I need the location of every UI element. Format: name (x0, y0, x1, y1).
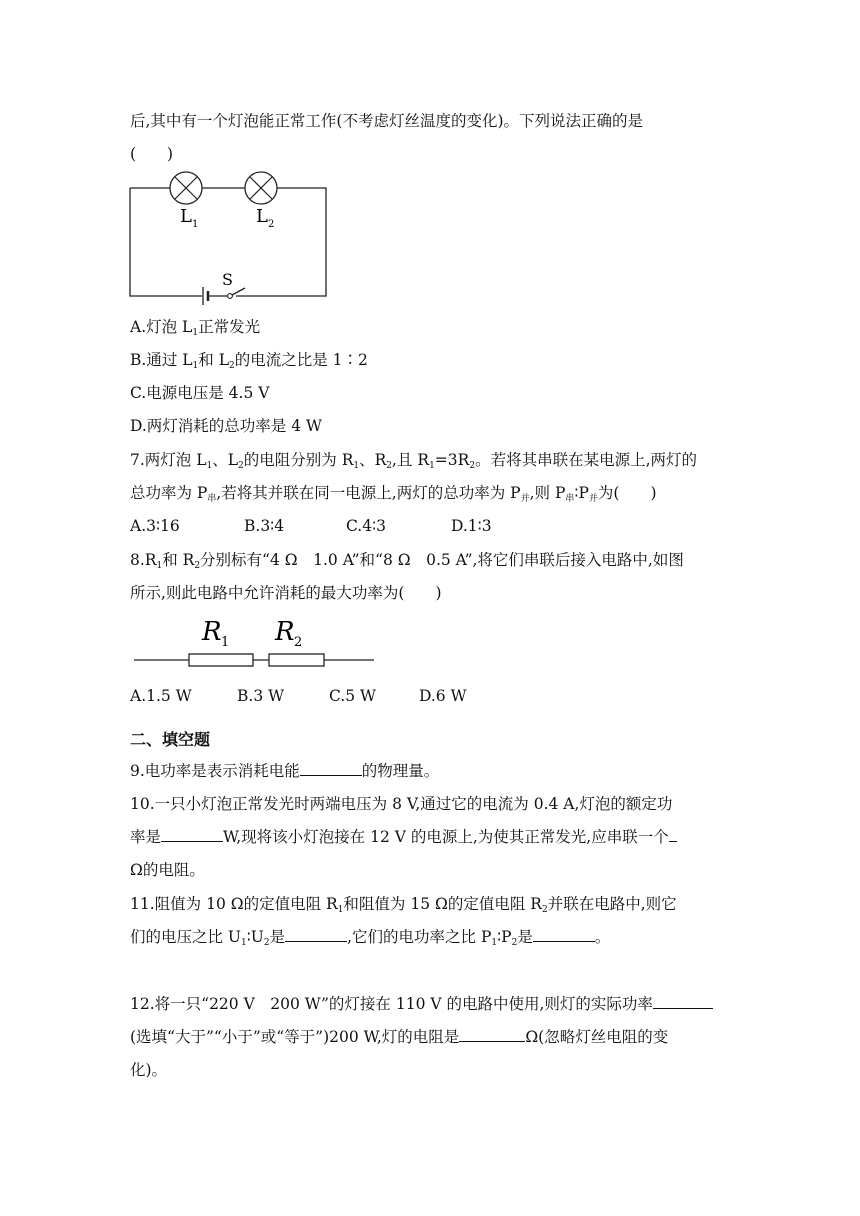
text: 总功率为 P (130, 484, 208, 502)
text: 9.电功率是表示消耗电能 (130, 762, 300, 780)
q8-option-a: A.1.5 W (130, 687, 192, 705)
switch-label: S (222, 270, 233, 289)
text: 11.阻值为 10 Ω的定值电阻 R (130, 895, 338, 913)
q11-line1 (130, 893, 677, 918)
q6-option-a-text: A.灯泡 L (130, 318, 193, 336)
subscript: 并 (520, 494, 530, 504)
text: 、R (359, 451, 387, 469)
subscript: 2 (469, 461, 476, 471)
battery-icon (203, 287, 228, 305)
q6-option-a (130, 316, 260, 341)
q7-option-a: A.3∶16 (130, 517, 180, 535)
text: ,且 R (392, 451, 430, 469)
q6-circuit-diagram (128, 170, 330, 302)
q7-option-c: C.4∶3 (346, 517, 386, 535)
text: 是 (269, 928, 286, 946)
section-heading: 二、填空题 (130, 730, 211, 749)
text: =3R (434, 451, 470, 469)
subscript: 1 (206, 461, 213, 471)
answer-blank[interactable] (669, 827, 677, 842)
resistor-r2-subscript: 2 (294, 635, 303, 650)
text: 分别标有“4 Ω 1.0 A”和“8 Ω 0.5 A”,将它们串联后接入电路中,如图 (200, 551, 684, 569)
text: 率是 (130, 828, 162, 846)
text: 和 R (162, 551, 195, 569)
subscript: 2 (386, 461, 393, 471)
subscript: 2 (263, 938, 270, 948)
text: 、L (212, 451, 239, 469)
q8-resistor-diagram (134, 612, 376, 670)
subscript: 1 (192, 328, 199, 338)
lamp-l2-icon (245, 172, 277, 204)
q6-stem-line1: 后,其中有一个灯泡能正常工作(不考虑灯丝温度的变化)。下列说法正确的是 (130, 112, 644, 130)
switch-icon (228, 288, 245, 298)
text: ∶P (497, 928, 512, 946)
q12-line2 (130, 1026, 668, 1048)
resistor-r2-icon (269, 654, 324, 666)
q8-stem-line2: 所示,则此电路中允许消耗的最大功率为( ) (130, 584, 442, 602)
subscript: 1 (192, 361, 199, 371)
text: 和阻值为 15 Ω的定值电阻 R (343, 895, 542, 913)
q7-stem-line2 (130, 482, 657, 507)
subscript: 1 (429, 461, 435, 471)
subscript: 串 (565, 494, 575, 504)
lamp-l1-icon (170, 172, 202, 204)
q6-option-c: C.电源电压是 4.5 V (130, 384, 270, 402)
q9-line (130, 760, 439, 782)
q6-option-a-text-end: 正常发光 (198, 318, 261, 336)
q7-stem-line1 (130, 449, 697, 474)
q12-line3: 化)。 (130, 1061, 168, 1079)
text: 12.将一只“220 V 200 W”的灯接在 110 V 的电路中使用,则灯的实际功率 (130, 995, 653, 1013)
q8-option-b: B.3 W (237, 687, 285, 705)
lamp-l1-label: L (180, 206, 192, 227)
subscript: 1 (353, 461, 360, 471)
q12-line1 (130, 993, 713, 1015)
answer-blank[interactable] (459, 1027, 525, 1042)
text: ,若将其并联在同一电源上,两灯的总功率为 P (216, 484, 521, 502)
subscript: 1 (241, 938, 247, 948)
q10-line2 (130, 826, 677, 848)
q6-option-b (130, 349, 368, 374)
resistor-r1-icon (189, 654, 253, 666)
answer-blank[interactable] (300, 761, 362, 776)
subscript: 2 (511, 938, 518, 948)
subscript: 并 (588, 494, 598, 504)
text: 的物理量。 (361, 762, 440, 780)
q10-line3: Ω的电阻。 (130, 861, 205, 879)
text: ,则 P (529, 484, 566, 502)
text: (选填“大于”“小于”或“等于”)200 W,灯的电阻是 (130, 1028, 460, 1046)
answer-blank[interactable] (161, 827, 223, 842)
text: ∶P (574, 484, 589, 502)
answer-blank[interactable] (653, 994, 713, 1009)
text: 为( ) (597, 484, 657, 502)
resistor-r1-subscript: 1 (221, 635, 230, 650)
text: 们的电压之比 U (130, 928, 241, 946)
text: 。 (594, 928, 611, 946)
subscript: 1 (337, 905, 344, 915)
lamp-l1-subscript: 1 (192, 219, 199, 230)
answer-blank[interactable] (533, 927, 595, 942)
subscript: 2 (229, 361, 235, 371)
subscript: 2 (194, 561, 201, 571)
q6-stem-line2: ( ) (130, 145, 174, 163)
q10-line1: 10.一只小灯泡正常发光时两端电压为 8 V,通过它的电流为 0.4 A,灯泡的额定功 (130, 795, 673, 813)
q8-stem-line1 (130, 549, 684, 574)
text: 7.两灯泡 L (130, 451, 207, 469)
q8-option-c: C.5 W (329, 687, 376, 705)
answer-blank[interactable] (285, 927, 347, 942)
subscript: 2 (541, 905, 548, 915)
q6-option-b-text-mid: 和 L (198, 351, 230, 369)
text: 的电阻分别为 R (243, 451, 354, 469)
subscript: 串 (207, 494, 217, 504)
subscript: 1 (156, 561, 163, 571)
text: 8.R (130, 551, 157, 569)
text: 并联在电路中,则它 (547, 895, 677, 913)
q7-option-b: B.3∶4 (244, 517, 285, 535)
text: W,现将该小灯泡接在 12 V 的电源上,为使其正常发光,应串联一个 (223, 828, 669, 846)
resistor-r2-label: R (275, 617, 295, 647)
text: ,它们的电功率之比 P (347, 928, 492, 946)
q8-option-d: D.6 W (419, 687, 467, 705)
q6-option-b-text-end: 的电流之比是 1∶2 (234, 351, 368, 369)
text: ∶U (246, 928, 264, 946)
q7-option-d: D.1∶3 (451, 517, 492, 535)
lamp-l2-subscript: 2 (268, 219, 275, 230)
q6-option-d: D.两灯消耗的总功率是 4 W (130, 417, 322, 435)
subscript: 2 (238, 461, 244, 471)
q11-line2 (130, 926, 610, 951)
q6-option-b-text: B.通过 L (130, 351, 193, 369)
subscript: 1 (491, 938, 498, 948)
text: Ω(忽略灯丝电阻的变 (525, 1028, 669, 1046)
lamp-l2-label: L (256, 206, 268, 227)
resistor-r1-label: R (202, 617, 222, 647)
text: 。若将其串联在某电源上,两灯的 (475, 451, 697, 469)
text: 是 (517, 928, 533, 946)
